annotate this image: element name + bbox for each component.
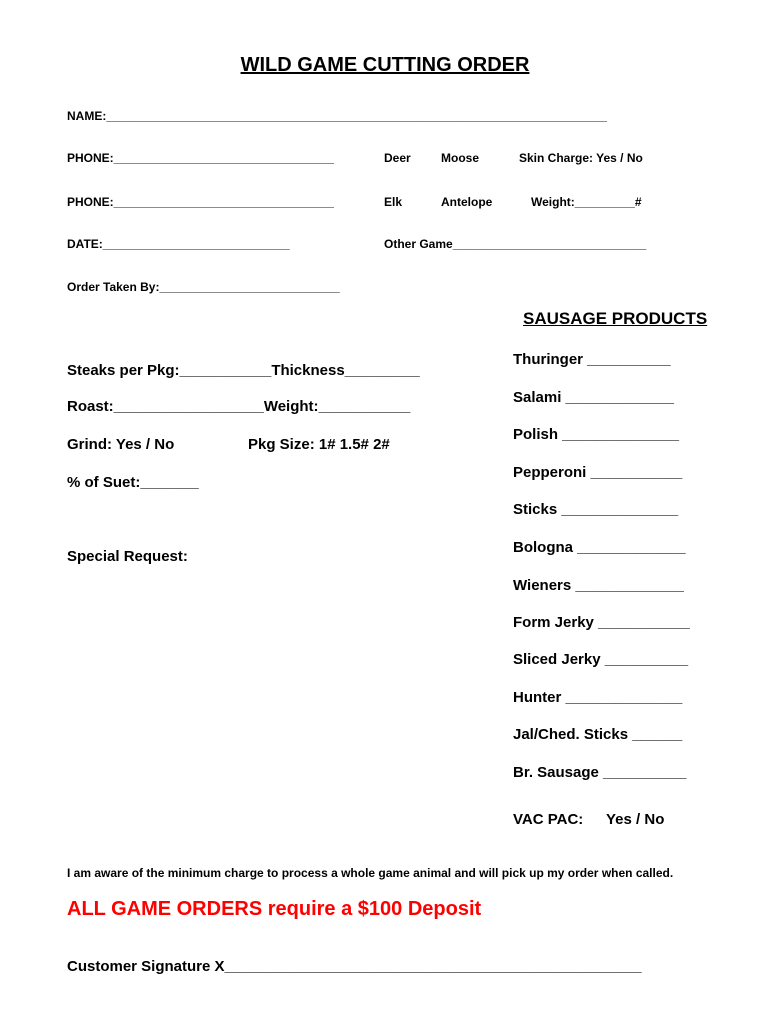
sausage-item-form-jerky[interactable]: Form Jerky ___________: [513, 614, 690, 631]
sausage-item-wieners[interactable]: Wieners _____________: [513, 577, 684, 594]
sausage-item-sliced-jerky[interactable]: Sliced Jerky __________: [513, 651, 689, 668]
sausage-item-thuringer[interactable]: Thuringer __________: [513, 351, 671, 368]
animal-elk: Elk: [384, 195, 403, 209]
sausage-item-bologna[interactable]: Bologna _____________: [513, 539, 686, 556]
sausage-products-heading: SAUSAGE PRODUCTS: [523, 309, 708, 328]
order-taken-by-field[interactable]: Order Taken By:___________________________: [67, 280, 340, 294]
phone-field-2[interactable]: PHONE:_________________________________: [67, 195, 334, 209]
name-field[interactable]: NAME:___________________________________________________________________________: [67, 109, 607, 123]
phone-field-1[interactable]: PHONE:_________________________________: [67, 151, 334, 165]
sausage-item-pepperoni[interactable]: Pepperoni ___________: [513, 464, 683, 481]
vac-pac-option[interactable]: Yes / No: [606, 811, 665, 828]
weight-field[interactable]: Weight:_________#: [531, 195, 642, 209]
other-game-field[interactable]: Other Game_____________________________: [384, 237, 647, 251]
suet-field[interactable]: % of Suet:_______: [67, 474, 199, 491]
animal-deer: Deer: [384, 151, 411, 165]
sausage-item-polish[interactable]: Polish ______________: [513, 426, 679, 443]
minimum-charge-notice: I am aware of the minimum charge to process a whole game animal and will pick up my order when called.: [67, 866, 674, 880]
form-title: WILD GAME CUTTING ORDER: [240, 54, 530, 76]
customer-signature-field[interactable]: Customer Signature X__________________________________________________: [67, 958, 642, 975]
pkg-size-option[interactable]: Pkg Size: 1# 1.5# 2#: [248, 436, 390, 453]
vac-pac-label: VAC PAC:: [513, 811, 584, 828]
grind-option[interactable]: Grind: Yes / No: [67, 436, 175, 453]
sausage-item-salami[interactable]: Salami _____________: [513, 389, 674, 406]
sausage-item-sticks[interactable]: Sticks ______________: [513, 501, 679, 518]
sausage-item-jal-ched-sticks[interactable]: Jal/Ched. Sticks ______: [513, 726, 683, 743]
skin-charge: Skin Charge: Yes / No: [519, 151, 643, 165]
deposit-notice: ALL GAME ORDERS require a $100 Deposit: [67, 898, 482, 920]
date-field[interactable]: DATE:____________________________: [67, 237, 290, 251]
roast-field[interactable]: Roast:__________________Weight:___________: [67, 398, 411, 415]
animal-moose: Moose: [441, 151, 480, 165]
steaks-per-pkg-field[interactable]: Steaks per Pkg:___________Thickness_________: [67, 362, 420, 379]
sausage-item-hunter[interactable]: Hunter ______________: [513, 689, 683, 706]
animal-antelope: Antelope: [441, 195, 493, 209]
sausage-item-br-sausage[interactable]: Br. Sausage __________: [513, 764, 687, 781]
special-request-label: Special Request:: [67, 548, 188, 565]
